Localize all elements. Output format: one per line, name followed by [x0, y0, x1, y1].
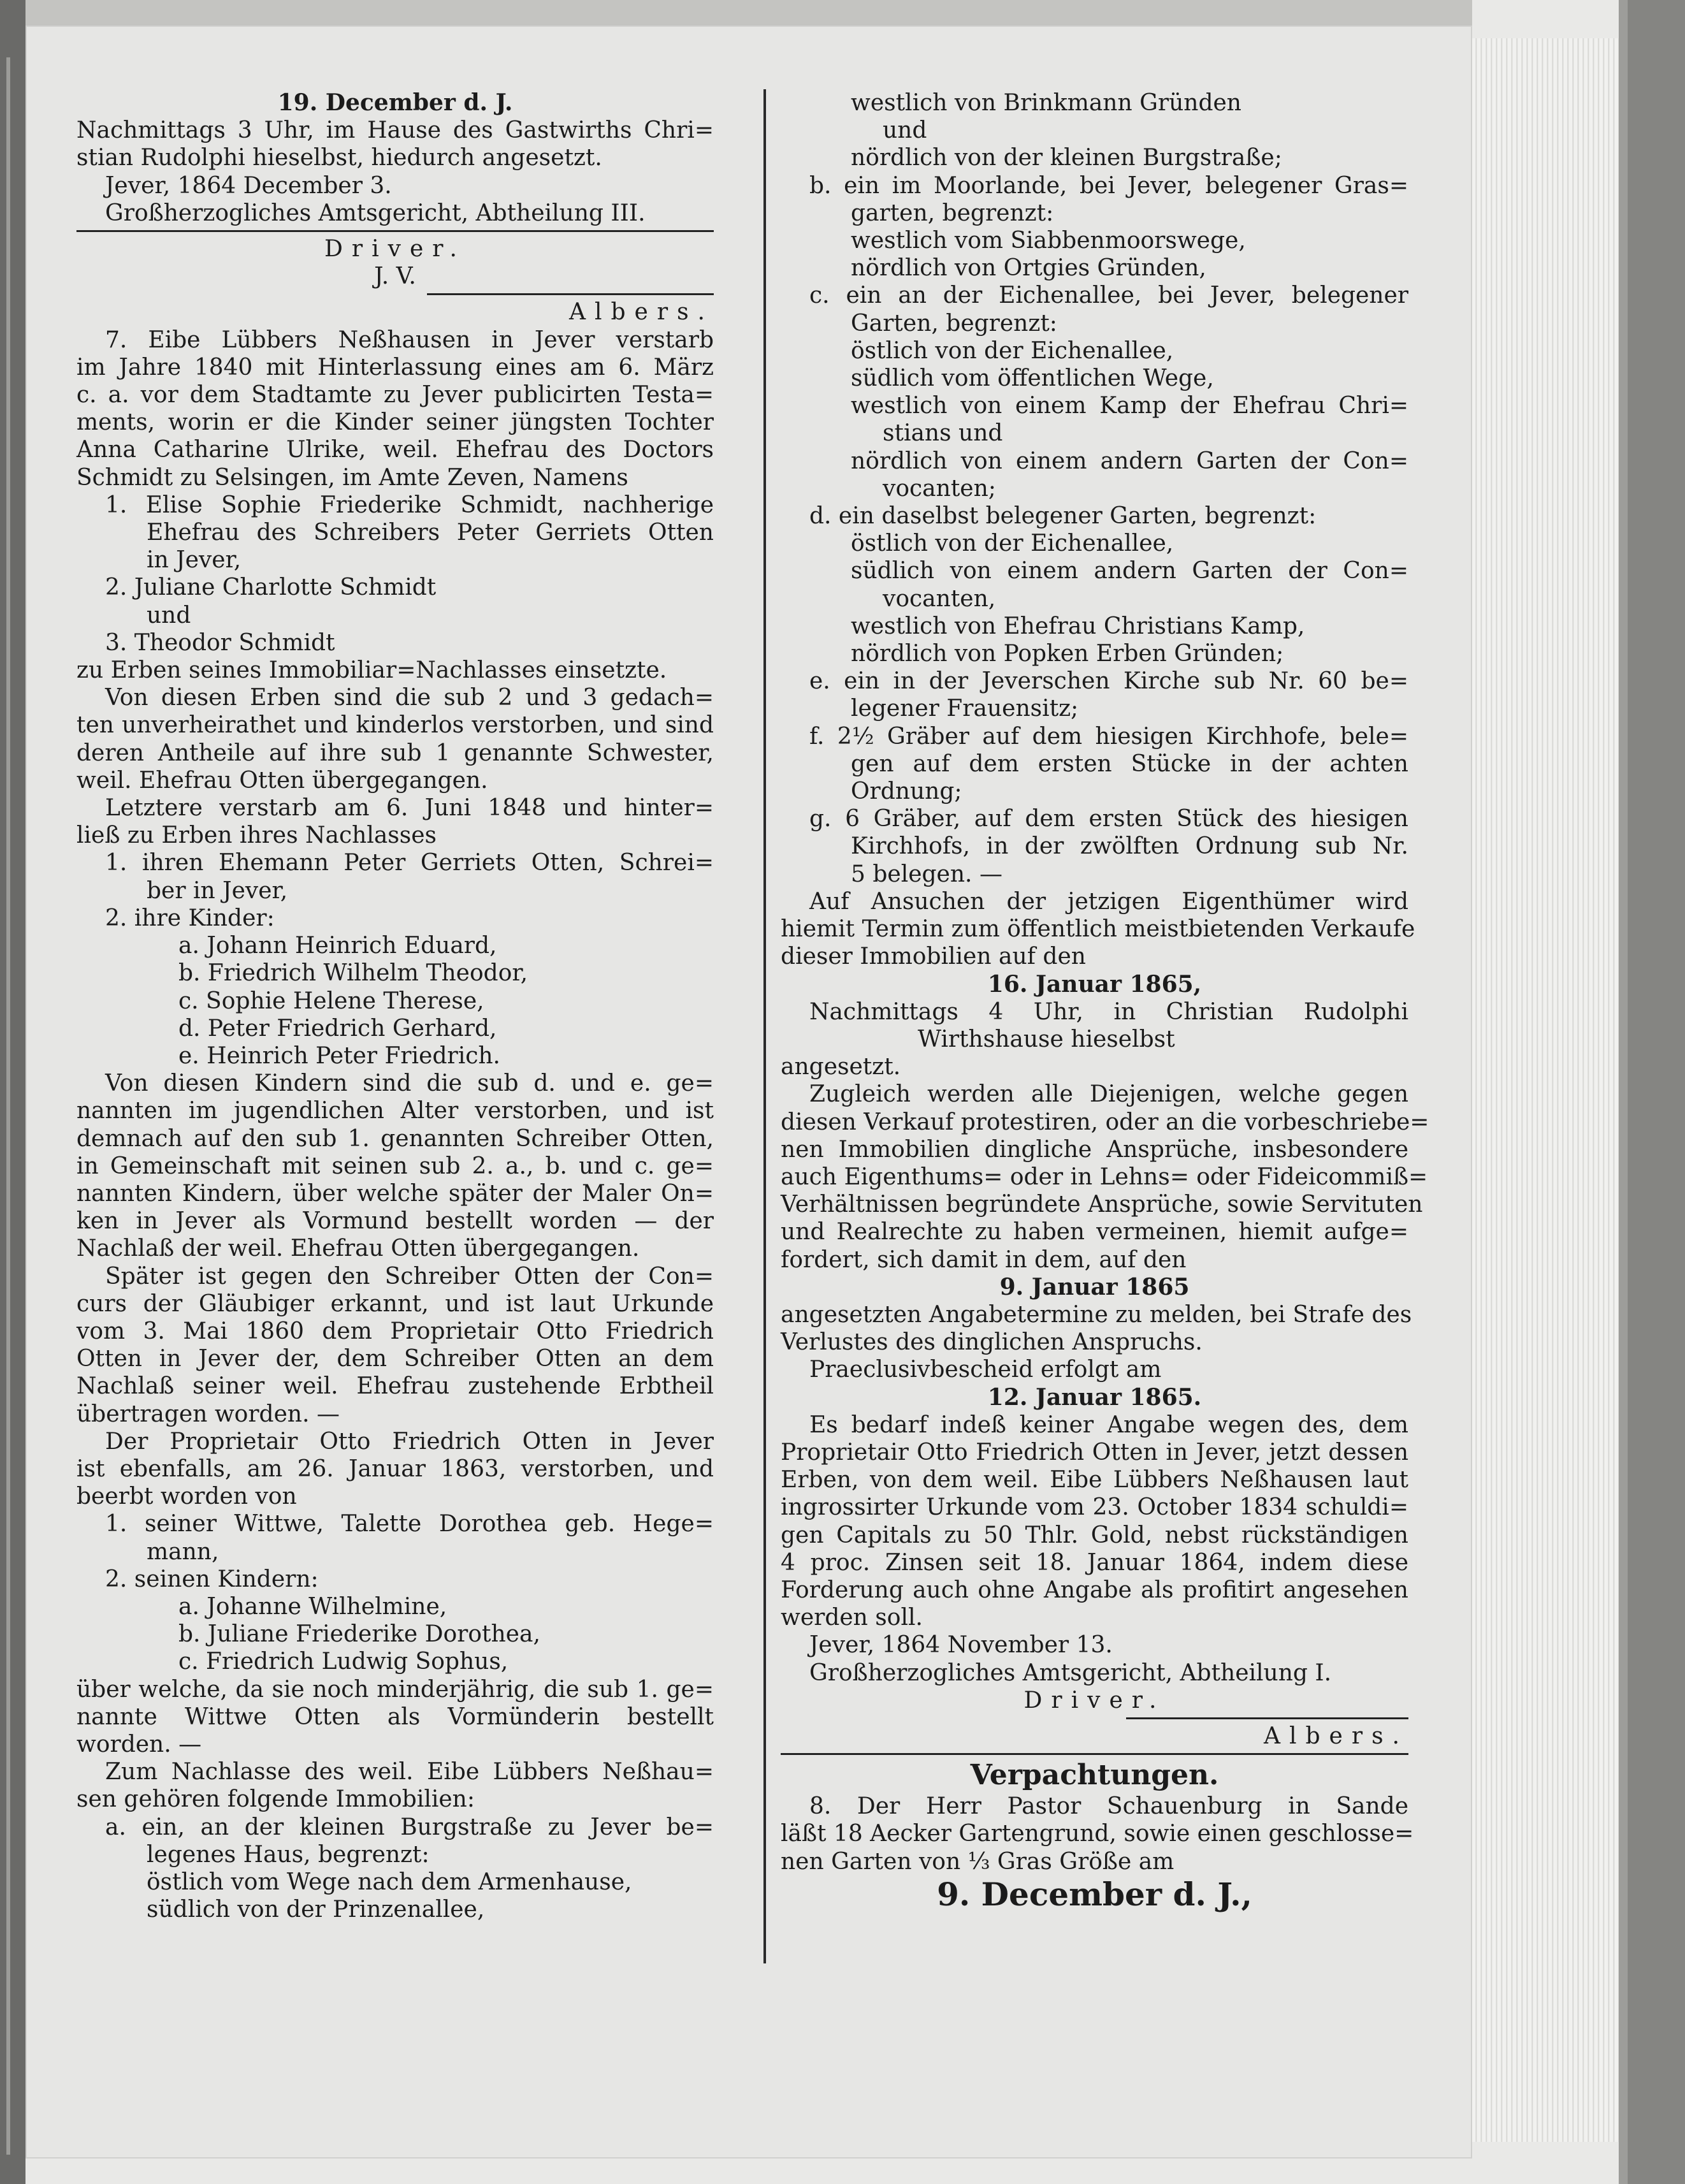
text-line: südlich von der Prinzenallee, [147, 1896, 485, 1923]
text-line: im Jahre 1840 mit Hinterlassung eines am 6. März [76, 354, 714, 381]
text-line: übertragen worden. — [76, 1401, 340, 1427]
text-line: nen Garten von ⅓ Gras Größe am [781, 1848, 1175, 1875]
text-line: hiemit Termin zum öffentlich meistbietenden Verkaufe [781, 916, 1415, 943]
text-line: Forderung auch ohne Angabe als profitirt angesehen [781, 1576, 1408, 1603]
text-line: Zugleich werden alle Diejenigen, welche gegen [809, 1081, 1408, 1108]
text-line: e. ein in der Jeverschen Kirche sub Nr. 60 be= [809, 668, 1408, 695]
text-line: demnach auf den sub 1. genannten Schreiber Otten, [76, 1125, 714, 1152]
text-line: und [883, 117, 927, 144]
text-line: und Realrechte zu haben vermeinen, hiemit aufge= [781, 1219, 1408, 1246]
text-line: nördlich von Ortgies Gründen, [851, 255, 1206, 282]
text-line: Driver. [324, 236, 466, 263]
text-line: dieser Immobilien auf den [781, 943, 1086, 970]
text-line: westlich von Ehefrau Christians Kamp, [851, 613, 1305, 639]
text-line: diesen Verkauf protestiren, oder an die vorbeschriebe= [781, 1109, 1429, 1135]
text-line: in Gemeinschaft mit seinen sub 2. a., b. und c. ge= [76, 1153, 714, 1179]
text-line: östlich von der Eichenallee, [851, 337, 1174, 364]
text-line: d. ein daselbst belegener Garten, begrenzt: [809, 503, 1317, 530]
text-line: 7. Eibe Lübbers Neßhausen in Jever verstarb [105, 326, 714, 353]
text-line: d. Peter Friedrich Gerhard, [178, 1015, 497, 1042]
text-line: vocanten, [883, 585, 996, 612]
text-line: Albers. [1264, 1722, 1408, 1749]
text-line: b. Juliane Friederike Dorothea, [178, 1621, 540, 1648]
text-line: vom 3. Mai 1860 dem Proprietair Otto Friedrich [76, 1318, 714, 1344]
text-line: gen Capitals zu 50 Thlr. Gold, nebst rückständigen [781, 1522, 1408, 1548]
text-line: 1. seiner Wittwe, Talette Dorothea geb. Hege= [105, 1511, 714, 1538]
text-line: nannten im jugendlichen Alter verstorben, und ist [76, 1098, 714, 1125]
text-line: f. 2½ Gräber auf dem hiesigen Kirchhofe, bele= [809, 723, 1408, 750]
text-line: westlich vom Siabbenmoorswege, [851, 228, 1246, 254]
text-line: ber in Jever, [147, 877, 288, 904]
text-line: Albers. [569, 299, 714, 326]
rule-line [427, 293, 714, 295]
text-line: auch Eigenthums= oder in Lehns= oder Fideicommiß= [781, 1163, 1428, 1190]
text-line: Großherzogliches Amtsgericht, Abtheilung III. [105, 200, 646, 226]
text-line: ist ebenfalls, am 26. Januar 1863, verstorben, und [76, 1455, 714, 1482]
text-line: nen Immobilien dingliche Ansprüche, insbesondere [781, 1136, 1408, 1163]
text-line: ken in Jever als Vormund bestellt worden — der [76, 1208, 714, 1235]
text-line: Auf Ansuchen der jetzigen Eigenthümer wird [809, 888, 1408, 915]
text-line: zu Erben seines Immobiliar=Nachlasses einsetzte. [76, 657, 667, 684]
adjacent-page-edge [0, 0, 25, 2184]
scan-top-border [25, 0, 1472, 25]
text-line: Ordnung; [851, 778, 962, 805]
text-line: Verpachtungen. [970, 1759, 1219, 1792]
book-cover [1619, 0, 1685, 2184]
text-line: angesetzten Angabetermine zu melden, bei Strafe des [781, 1301, 1412, 1328]
text-line: 9. December d. J., [937, 1875, 1252, 1913]
text-line: westlich von einem Kamp der Ehefrau Chri= [851, 393, 1408, 419]
text-line: c. ein an der Eichenallee, bei Jever, belegener [809, 282, 1408, 309]
text-line: J. V. [374, 263, 416, 290]
text-line: Es bedarf indeß keiner Angabe wegen des, dem [809, 1411, 1408, 1438]
text-line: läßt 18 Aecker Gartengrund, sowie einen geschlosse= [781, 1821, 1414, 1847]
text-line: Jever, 1864 December 3. [105, 172, 392, 199]
text-line: vocanten; [883, 475, 996, 502]
column-divider [763, 89, 766, 1963]
text-line: Praeclusivbescheid erfolgt am [809, 1357, 1162, 1383]
text-line: östlich vom Wege nach dem Armenhause, [147, 1869, 632, 1895]
text-line: curs der Gläubiger erkannt, und ist laut Urkunde [76, 1290, 714, 1317]
text-line: ingrossirter Urkunde vom 23. October 1834 schuldi= [781, 1494, 1408, 1521]
text-line: Von diesen Kindern sind die sub d. und e. ge= [105, 1070, 714, 1097]
rule-line [781, 1753, 1408, 1755]
text-line: 19. December d. J. [277, 89, 513, 116]
text-line: weil. Ehefrau Otten übergegangen. [76, 767, 488, 794]
text-line: b. ein im Moorlande, bei Jever, belegener Gras= [809, 172, 1408, 199]
text-line: Ehefrau des Schreibers Peter Gerriets Otten [147, 520, 714, 546]
text-line: 16. Januar 1865, [987, 970, 1202, 998]
text-line: und [147, 602, 191, 629]
text-line: in Jever, [147, 547, 242, 574]
text-line: fordert, sich damit in dem, auf den [781, 1246, 1187, 1273]
left-column [76, 89, 714, 1923]
text-line: b. Friedrich Wilhelm Theodor, [178, 960, 528, 987]
text-line: Nachmittags 4 Uhr, in Christian Rudolphi [809, 998, 1408, 1025]
text-line: Nachlaß seiner weil. Ehefrau zustehende Erbtheil [76, 1373, 714, 1400]
text-line: ließ zu Erben ihres Nachlasses [76, 822, 437, 849]
text-line: nördlich von der kleinen Burgstraße; [851, 145, 1282, 171]
text-line: legenes Haus, begrenzt: [147, 1841, 430, 1868]
text-line: nannte Wittwe Otten als Vormünderin bestellt [76, 1703, 714, 1730]
text-line: e. Heinrich Peter Friedrich. [178, 1042, 501, 1069]
text-line: Anna Catharine Ulrike, weil. Ehefrau des Doctors [76, 437, 714, 463]
text-line: Verlustes des dinglichen Anspruchs. [781, 1329, 1203, 1356]
text-line: Driver. [1023, 1687, 1166, 1714]
text-line: 5 belegen. — [851, 861, 1002, 887]
text-line: Wirthshause hieselbst [918, 1026, 1175, 1052]
adjacent-page-gutter [6, 57, 10, 2155]
text-line: Der Proprietair Otto Friedrich Otten in Jever [105, 1428, 714, 1455]
text-line: legener Frauensitz; [851, 695, 1079, 722]
text-line: c. Sophie Helene Therese, [178, 987, 484, 1014]
text-line: a. ein, an der kleinen Burgstraße zu Jever be= [105, 1814, 714, 1840]
text-line: deren Antheile auf ihre sub 1 genannte Schwester, [76, 739, 714, 766]
text-line: ten unverheirathet und kinderlos verstorben, und sind [76, 712, 714, 739]
text-line: 2. seinen Kindern: [105, 1566, 319, 1592]
text-line: c. Friedrich Ludwig Sophus, [178, 1649, 509, 1675]
text-line: garten, begrenzt: [851, 200, 1054, 226]
text-line: westlich von Brinkmann Gründen [851, 90, 1241, 116]
rule-line [76, 230, 714, 232]
text-line: 9. Januar 1865 [999, 1273, 1190, 1300]
text-line: g. 6 Gräber, auf dem ersten Stück des hiesigen [809, 806, 1408, 833]
text-line: a. Johann Heinrich Eduard, [178, 933, 497, 959]
right-column [781, 89, 1429, 1914]
text-line: beerbt worden von [76, 1483, 297, 1510]
text-line: nördlich von einem andern Garten der Con= [851, 448, 1408, 474]
text-line: Otten in Jever der, dem Schreiber Otten an dem [76, 1346, 714, 1372]
text-line: Nachmittags 3 Uhr, im Hause des Gastwirths Chri= [76, 117, 714, 144]
text-line: Großherzogliches Amtsgericht, Abtheilung I. [809, 1659, 1332, 1686]
text-line: Schmidt zu Selsingen, im Amte Zeven, Namens [76, 464, 628, 491]
text-line: 2. ihre Kinder: [105, 905, 275, 931]
text-line: c. a. vor dem Stadtamte zu Jever publicirten Testa= [76, 382, 714, 409]
text-line: worden. — [76, 1731, 202, 1758]
text-line: Von diesen Erben sind die sub 2 und 3 gedach= [105, 685, 714, 711]
text-line: Später ist gegen den Schreiber Otten der Con= [105, 1263, 714, 1290]
book-binding [1619, 0, 1628, 2184]
text-line: Garten, begrenzt: [851, 310, 1057, 337]
text-line: Jever, 1864 November 13. [809, 1632, 1113, 1659]
text-line: sen gehören folgende Immobilien: [76, 1786, 475, 1813]
text-line: 12. Januar 1865. [987, 1383, 1202, 1411]
text-line: ments, worin er die Kinder seiner jüngsten Tochter [76, 409, 714, 436]
text-line: südlich vom öffentlichen Wege, [851, 365, 1214, 392]
text-line: Kirchhofs, in der zwölften Ordnung sub Nr. [851, 833, 1408, 860]
text-line: gen auf dem ersten Stücke in der achten [851, 750, 1408, 777]
text-line: 2. Juliane Charlotte Schmidt [105, 574, 437, 601]
text-line: werden soll. [781, 1605, 923, 1631]
text-line: nannten Kindern, über welche später der Maler On= [76, 1180, 714, 1207]
text-line: 1. ihren Ehemann Peter Gerriets Otten, Schrei= [105, 850, 714, 877]
text-line: stians und [883, 420, 1003, 447]
text-line: stian Rudolphi hieselbst, hiedurch angesetzt. [76, 145, 602, 171]
text-line: 3. Theodor Schmidt [105, 629, 335, 656]
text-line: 1. Elise Sophie Friederike Schmidt, nachherige [105, 491, 714, 518]
text-line: Zum Nachlasse des weil. Eibe Lübbers Neßhau= [105, 1759, 714, 1786]
text-line: Letztere verstarb am 6. Juni 1848 und hinter= [105, 795, 714, 822]
text-line: über welche, da sie noch minderjährig, die sub 1. ge= [76, 1676, 714, 1703]
rule-line [1126, 1717, 1408, 1719]
text-line: 4 proc. Zinsen seit 18. Januar 1864, indem diese [781, 1549, 1408, 1576]
text-line: Erben, von dem weil. Eibe Lübbers Neßhausen laut [781, 1467, 1408, 1494]
text-line: Verhältnissen begründete Ansprüche, sowie Servituten [781, 1191, 1423, 1218]
text-line: 8. Der Herr Pastor Schauenburg in Sande [809, 1793, 1408, 1820]
text-line: a. Johanne Wilhelmine, [178, 1593, 447, 1620]
text-line: Proprietair Otto Friedrich Otten in Jever, jetzt dessen [781, 1439, 1408, 1466]
text-line: nördlich von Popken Erben Gründen; [851, 641, 1284, 667]
text-line: östlich von der Eichenallee, [851, 530, 1174, 557]
book-page-edges [1472, 38, 1619, 2142]
text-line: südlich von einem andern Garten der Con= [851, 558, 1408, 585]
text-line: Nachlaß der weil. Ehefrau Otten übergegangen. [76, 1235, 640, 1262]
text-line: angesetzt. [781, 1054, 901, 1081]
text-line: mann, [147, 1538, 219, 1565]
